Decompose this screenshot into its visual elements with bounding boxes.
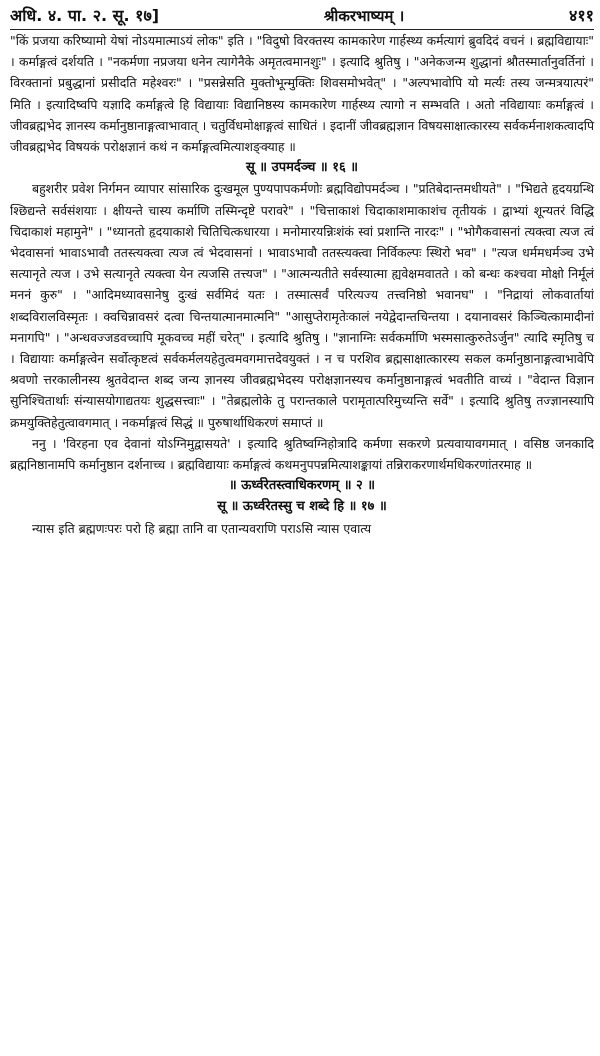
header-reference: अधि. ४. पा. २. सू. १७]	[10, 6, 160, 25]
paragraph-1: "किं प्रजया करिष्यामो येषां नोऽयमात्माऽयं लोक" इति । "विदुषो विरक्तस्य कामकारेण गार्हस्थ्य कर्मत्यागं ब्रुवदिदं वचनं । ब्रह्मविद्यायाः" । कर्माङ्गत्वं दर्शयति । "नकर्मणा नप्रजया धनेन त्यागेनैके अमृतत्वमानशुः" । इत्यादि श्रुतिषु । "अनेकजन्म शुद्धानां श्रौतस्मार्तानुवर्तिनां । विरक्तानां प्रबुद्धानां प्रसीदति महेश्वरः" । "प्रसन्नेसति मुक्तोभून्मुक्तिः शिवसमोभवेत्" । "अल्पभावोपि यो मर्त्यः तस्य जन्मत्रयात्परं" मिति । इत्यादिष्वपि यज्ञादि कर्माङ्गत्वे हि विद्यायाः विद्यानिष्ठस्य कामकारेण गार्हस्थ्य त्यागो न सम्भवति । अतो नविद्यायाः कर्माङ्गत्वं । जीवब्रह्मभेद ज्ञानस्य कर्मानुष्ठानाङ्गत्वाभावात् । चतुर्विधमोक्षाङ्गत्वं साधितं । इदानीं जीवब्रह्मज्ञान विषयसाक्षात्कारस्य सर्वकर्मनाशकत्वादपि जीवब्रह्मभेद विषयकं परोक्षज्ञानं कथं न कर्माङ्गत्वमित्याशङ्क्याह ॥	[10, 33, 594, 155]
sutra-16: सू ॥ उपमर्दञ्च ॥ १६ ॥	[245, 160, 359, 176]
header-title: श्रीकरभाष्यम् ।	[323, 7, 405, 25]
adhikarana-heading: ॥ ऊर्ध्वरेतस्त्वाधिकरणम् ॥ २ ॥	[228, 478, 376, 494]
last-line: न्यास इति ब्रह्मणःपरः परो हि ब्रह्मा तानि वा एतान्यवराणि पराऽसि न्यास एवात्य	[32, 520, 372, 536]
page-body	[10, 30, 594, 539]
paragraph-2: बहुशरीर प्रवेश निर्गमन व्यापार सांसारिक दुःखमूल पुण्यपापकर्मणोः ब्रह्मविद्योपमर्दञ्च । "प्रतिबेदान्तमधीयते" । "भिद्यते हृदयग्रन्थि श्छिद्यन्ते सर्वसंशयाः । क्षीयन्ते चास्य कर्माणि तस्मिन्दृष्टे परावरे" । "चित्ताकाशं चिदाकाशमाकाशंच तृतीयकं । द्वाभ्यां शून्यतरं विद्धि चिदाकाशं महामुने" । "ध्यानतो हृदयाकाशे चितिचित्कधारया । मनोमारयन्निःशंकं स्वां प्रशान्ति नारदः" । "भोगैकवासनां त्यक्त्वा त्यज त्वं भेदवासनां भावाऽभावौ ततस्त्यक्त्वा त्यज त्वं भेदवासनां । भावाऽभावौ ततस्त्यक्त्वा निर्विकल्पः स्थिरो भव" । "त्यज धर्ममधर्मञ्च उभे सत्यानृते त्यज । उभे सत्यानृते त्यक्त्वा येन त्यजसि तत्त्यज" । "आत्मन्यतीते सर्वस्यात्मा ह्यवेक्षमवातते । को बन्धः कश्चवा मोक्षो निर्मूलं मननं कुरु" । "आदिमध्यावसानेषु दुःखं सर्वमिदं यतः । तस्मात्सर्वं परित्यज्य तत्त्वनिष्ठो भवानघ" । "निद्रायां लोकवार्तायां शब्दविरालविस्मृतः । क्वचिन्नावसरं दत्वा चिन्तयात्मानमात्मनि" "आसुप्तेरामृतेःकालं नयेद्वेदान्तचिन्तया । दयानावसरं किञ्चित्कामादीनां मनागपि" । "अन्धवज्जडवच्चापि मूकवच्च महीं चरेत्" । इत्यादि श्रुतिषु । "ज्ञानाग्निः सर्वकर्माणि भस्मसात्कुरुतेऽर्जुन" त्यादि स्मृतिषु च । विद्यायाः कर्माङ्गत्वेन सर्वोत्कृष्टत्वं सर्वकर्मलयहेतुत्वमवगमात्तदेवयुक्तं । न च परशिव ब्रह्मसाक्षात्कारस्य सकल कर्मानुष्ठानाङ्गत्वाभावेपि श्रवणो त्तरकालीनस्य श्रुतवेदान्त शब्द जन्य ज्ञानस्य जीवब्रह्मभेदस्य परोक्षज्ञानस्यच कर्मानुष्ठानाङ्गत्वं भवतीति वाच्यं । "वेदान्त विज्ञान सुनिश्चितार्थाः संन्यासयोगाद्यतयः शुद्धसत्त्वाः" । "तेब्रह्मलोके तु परान्तकाले परामृतात्परिमुच्यन्ति सर्वे" । इत्यादि श्रुतिषु तज्ज्ञानस्यापि क्रमयुक्तिहेतुत्वावगमात् । नकर्माङ्गत्वं सिद्धं ॥ पुरुषार्थाधिकरणं समाप्तं ॥	[10, 181, 594, 430]
paragraph-3: ननु । 'विरहना एव देवानां योऽग्निमुद्वासयते' । इत्यादि श्रुतिष्वग्निहोत्रादि कर्मणा सकरणे प्रत्यवायावगमात् । वसिष्ठ जनकादि ब्रह्मनिष्ठानामपि कर्मानुष्ठान दर्शनाच्च । ब्रह्मविद्यायाः कर्माङ्गत्वं कथमनुपपन्नमित्याशङ्कायां तन्निराकरणार्थमधिकरणांतरमाह ॥	[10, 435, 594, 473]
page-number: ४११	[569, 6, 594, 25]
page-header	[10, 0, 594, 30]
sutra-17: सू ॥ ऊर्ध्वरेतस्सु च शब्दे हि ॥ १७ ॥	[217, 499, 387, 515]
